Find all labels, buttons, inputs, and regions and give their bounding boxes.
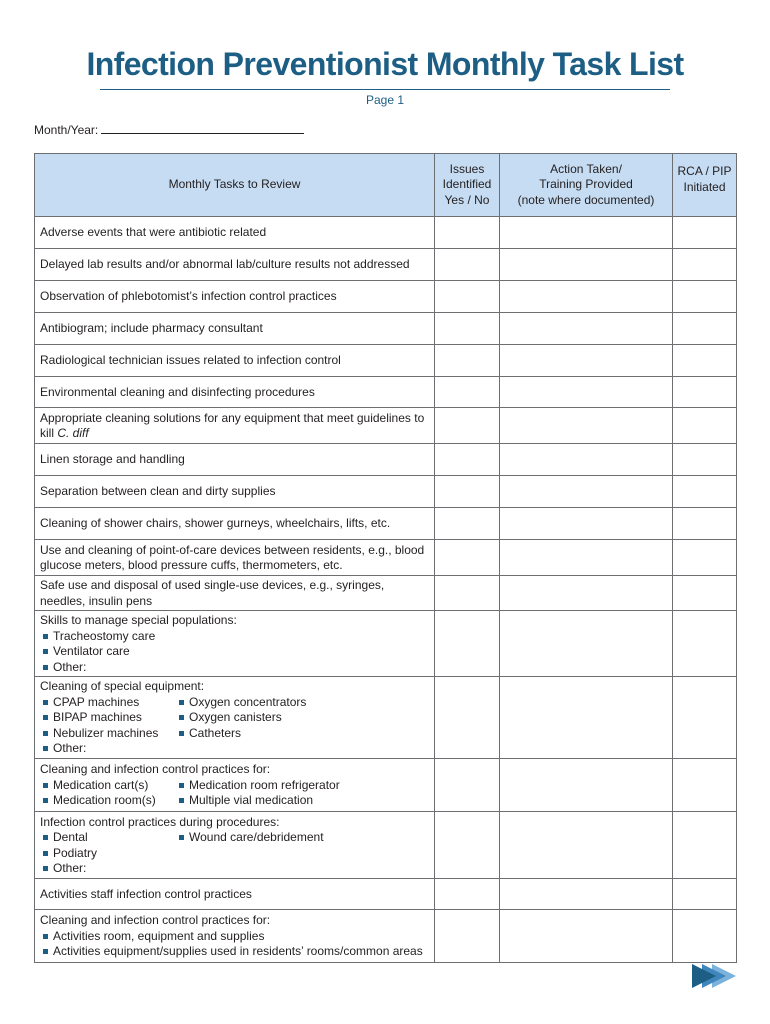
header-action-taken xyxy=(500,154,673,217)
task-description: Adverse events that were antibiotic related xyxy=(35,217,435,249)
action-cell[interactable] xyxy=(500,759,673,812)
issues-cell[interactable] xyxy=(435,313,500,345)
bullet-item: Podiatry xyxy=(40,846,176,862)
header-rca-pip xyxy=(673,154,737,217)
issues-cell[interactable] xyxy=(435,812,500,879)
bullet-item: Activities equipment/supplies used in residents’ rooms/common areas xyxy=(40,944,429,960)
bullet-list-right xyxy=(176,778,340,809)
month-year-label: Month/Year: xyxy=(34,123,99,137)
issues-cell[interactable] xyxy=(435,759,500,812)
rca-cell[interactable] xyxy=(673,879,737,910)
task-description: Safe use and disposal of used single-use devices, e.g., syringes, needles, insulin pens xyxy=(35,576,435,611)
bullet-list-right xyxy=(176,695,306,757)
rca-cell[interactable] xyxy=(673,281,737,313)
task-description: Use and cleaning of point-of-care devices between residents, e.g., blood glucose meters, blood pressure cuffs, thermometers, etc. xyxy=(35,540,435,576)
table-row xyxy=(35,910,737,963)
table-row xyxy=(35,759,737,812)
bullet-item: CPAP machines xyxy=(40,695,176,711)
header-monthly-tasks: Monthly Tasks to Review xyxy=(35,154,435,217)
table-row xyxy=(35,812,737,879)
task-description xyxy=(35,910,435,963)
bullet-list xyxy=(40,629,429,676)
task-description xyxy=(35,408,435,444)
bullet-list-left xyxy=(40,778,176,809)
rca-cell[interactable] xyxy=(673,313,737,345)
rca-cell[interactable] xyxy=(673,476,737,508)
header-issues-line: Yes / No xyxy=(444,192,490,207)
task-heading: Cleaning of special equipment: xyxy=(40,679,205,694)
pathogen-name: C. diff xyxy=(57,426,89,440)
table-row xyxy=(35,217,737,249)
bullet-item: Other: xyxy=(40,741,176,757)
title-divider xyxy=(100,89,670,90)
task-description xyxy=(35,759,435,812)
rca-cell[interactable] xyxy=(673,576,737,611)
task-description: Cleaning of shower chairs, shower gurneys, wheelchairs, lifts, etc. xyxy=(35,508,435,540)
header-rca-line: RCA / PIP xyxy=(677,164,732,178)
table-row xyxy=(35,879,737,910)
rca-cell[interactable] xyxy=(673,217,737,249)
issues-cell[interactable] xyxy=(435,879,500,910)
month-year-blank-line[interactable] xyxy=(101,122,304,134)
bullet-item: Other: xyxy=(40,861,176,877)
issues-cell[interactable] xyxy=(435,476,500,508)
task-description: Linen storage and handling xyxy=(35,444,435,476)
action-cell[interactable] xyxy=(500,217,673,249)
action-cell[interactable] xyxy=(500,281,673,313)
header-rca-line: Initiated xyxy=(683,179,726,194)
action-cell[interactable] xyxy=(500,249,673,281)
issues-cell[interactable] xyxy=(435,217,500,249)
action-cell[interactable] xyxy=(500,812,673,879)
bullet-item: Medication room(s) xyxy=(40,793,176,809)
task-text: Appropriate cleaning solutions for any equipment that meet guidelines to kill xyxy=(40,410,425,440)
issues-cell[interactable] xyxy=(435,281,500,313)
action-cell[interactable] xyxy=(500,313,673,345)
table-header-row xyxy=(35,154,737,217)
bullet-item: Oxygen concentrators xyxy=(176,695,306,711)
rca-cell[interactable] xyxy=(673,540,737,576)
bullet-item: Multiple vial medication xyxy=(176,793,340,809)
header-issues-identified xyxy=(435,154,500,217)
page-title: Infection Preventionist Monthly Task List xyxy=(86,46,684,82)
bullet-item: Other: xyxy=(40,660,429,676)
action-cell[interactable] xyxy=(500,910,673,963)
issues-cell[interactable] xyxy=(435,444,500,476)
issues-cell[interactable] xyxy=(435,611,500,677)
rca-cell[interactable] xyxy=(673,345,737,377)
rca-cell[interactable] xyxy=(673,759,737,812)
bullet-item: Wound care/debridement xyxy=(176,830,324,846)
table-row xyxy=(35,611,737,677)
action-cell[interactable] xyxy=(500,677,673,759)
table-row xyxy=(35,313,737,345)
table-row xyxy=(35,345,737,377)
bullet-item: Tracheostomy care xyxy=(40,629,429,645)
bullet-item: Nebulizer machines xyxy=(40,726,176,742)
bullet-list-left xyxy=(40,695,176,757)
bullet-item: Medication cart(s) xyxy=(40,778,176,794)
action-cell[interactable] xyxy=(500,508,673,540)
bullet-list-left xyxy=(40,830,176,877)
table-row xyxy=(35,281,737,313)
action-cell[interactable] xyxy=(500,345,673,377)
rca-cell[interactable] xyxy=(673,408,737,444)
task-description: Delayed lab results and/or abnormal lab/culture results not addressed xyxy=(35,249,435,281)
task-description: Activities staff infection control practices xyxy=(35,879,435,910)
task-description: Environmental cleaning and disinfecting procedures xyxy=(35,377,435,408)
table-row xyxy=(35,377,737,408)
table-row xyxy=(35,476,737,508)
rca-cell[interactable] xyxy=(673,910,737,963)
header-action-line: Action Taken/ xyxy=(550,161,622,176)
table-row xyxy=(35,408,737,444)
rca-cell[interactable] xyxy=(673,249,737,281)
issues-cell[interactable] xyxy=(435,540,500,576)
table-row xyxy=(35,576,737,611)
task-table xyxy=(34,153,737,963)
issues-cell[interactable] xyxy=(435,408,500,444)
table-row xyxy=(35,677,737,759)
header-action-line: Training Provided xyxy=(539,177,633,192)
header-issues-line: Issues xyxy=(449,161,485,176)
header-issues-line: Identified xyxy=(442,177,492,192)
action-cell[interactable] xyxy=(500,444,673,476)
forward-arrows-icon xyxy=(692,962,738,990)
rca-cell[interactable] xyxy=(673,444,737,476)
issues-cell[interactable] xyxy=(435,910,500,963)
table-row xyxy=(35,508,737,540)
task-description: Observation of phlebotomist’s infection control practices xyxy=(35,281,435,313)
task-description: Separation between clean and dirty supplies xyxy=(35,476,435,508)
rca-cell[interactable] xyxy=(673,377,737,408)
issues-cell[interactable] xyxy=(435,249,500,281)
header-action-line: (note where documented) xyxy=(517,192,655,207)
issues-cell[interactable] xyxy=(435,677,500,759)
task-description xyxy=(35,611,435,677)
page-number: Page 1 xyxy=(365,93,405,107)
task-heading: Infection control practices during procedures: xyxy=(40,814,280,829)
bullet-item: Medication room refrigerator xyxy=(176,778,340,794)
rca-cell[interactable] xyxy=(673,677,737,759)
action-cell[interactable] xyxy=(500,540,673,576)
action-cell[interactable] xyxy=(500,377,673,408)
rca-cell[interactable] xyxy=(673,508,737,540)
bullet-columns xyxy=(40,778,429,809)
task-description xyxy=(35,812,435,879)
task-heading: Skills to manage special populations: xyxy=(40,613,237,627)
issues-cell[interactable] xyxy=(435,377,500,408)
rca-cell[interactable] xyxy=(673,812,737,879)
table-row xyxy=(35,444,737,476)
table-row xyxy=(35,540,737,576)
action-cell[interactable] xyxy=(500,879,673,910)
task-heading: Cleaning and infection control practices for: xyxy=(40,762,271,777)
task-heading: Cleaning and infection control practices for: xyxy=(40,913,271,928)
table-row xyxy=(35,249,737,281)
task-description: Radiological technician issues related to infection control xyxy=(35,345,435,377)
task-description: Antibiogram; include pharmacy consultant xyxy=(35,313,435,345)
bullet-item: Oxygen canisters xyxy=(176,710,306,726)
action-cell[interactable] xyxy=(500,408,673,444)
bullet-columns xyxy=(40,695,429,757)
bullet-columns xyxy=(40,830,429,877)
month-year-field[interactable] xyxy=(34,122,304,137)
issues-cell[interactable] xyxy=(435,345,500,377)
bullet-item: Catheters xyxy=(176,726,306,742)
bullet-item: Ventilator care xyxy=(40,644,429,660)
task-description xyxy=(35,677,435,759)
action-cell[interactable] xyxy=(500,611,673,677)
rca-cell[interactable] xyxy=(673,611,737,677)
issues-cell[interactable] xyxy=(435,508,500,540)
action-cell[interactable] xyxy=(500,576,673,611)
issues-cell[interactable] xyxy=(435,576,500,611)
bullet-item: Activities room, equipment and supplies xyxy=(40,929,429,945)
bullet-item: Dental xyxy=(40,830,176,846)
bullet-list-right xyxy=(176,830,324,877)
bullet-list xyxy=(40,929,429,960)
bullet-item: BIPAP machines xyxy=(40,710,176,726)
action-cell[interactable] xyxy=(500,476,673,508)
